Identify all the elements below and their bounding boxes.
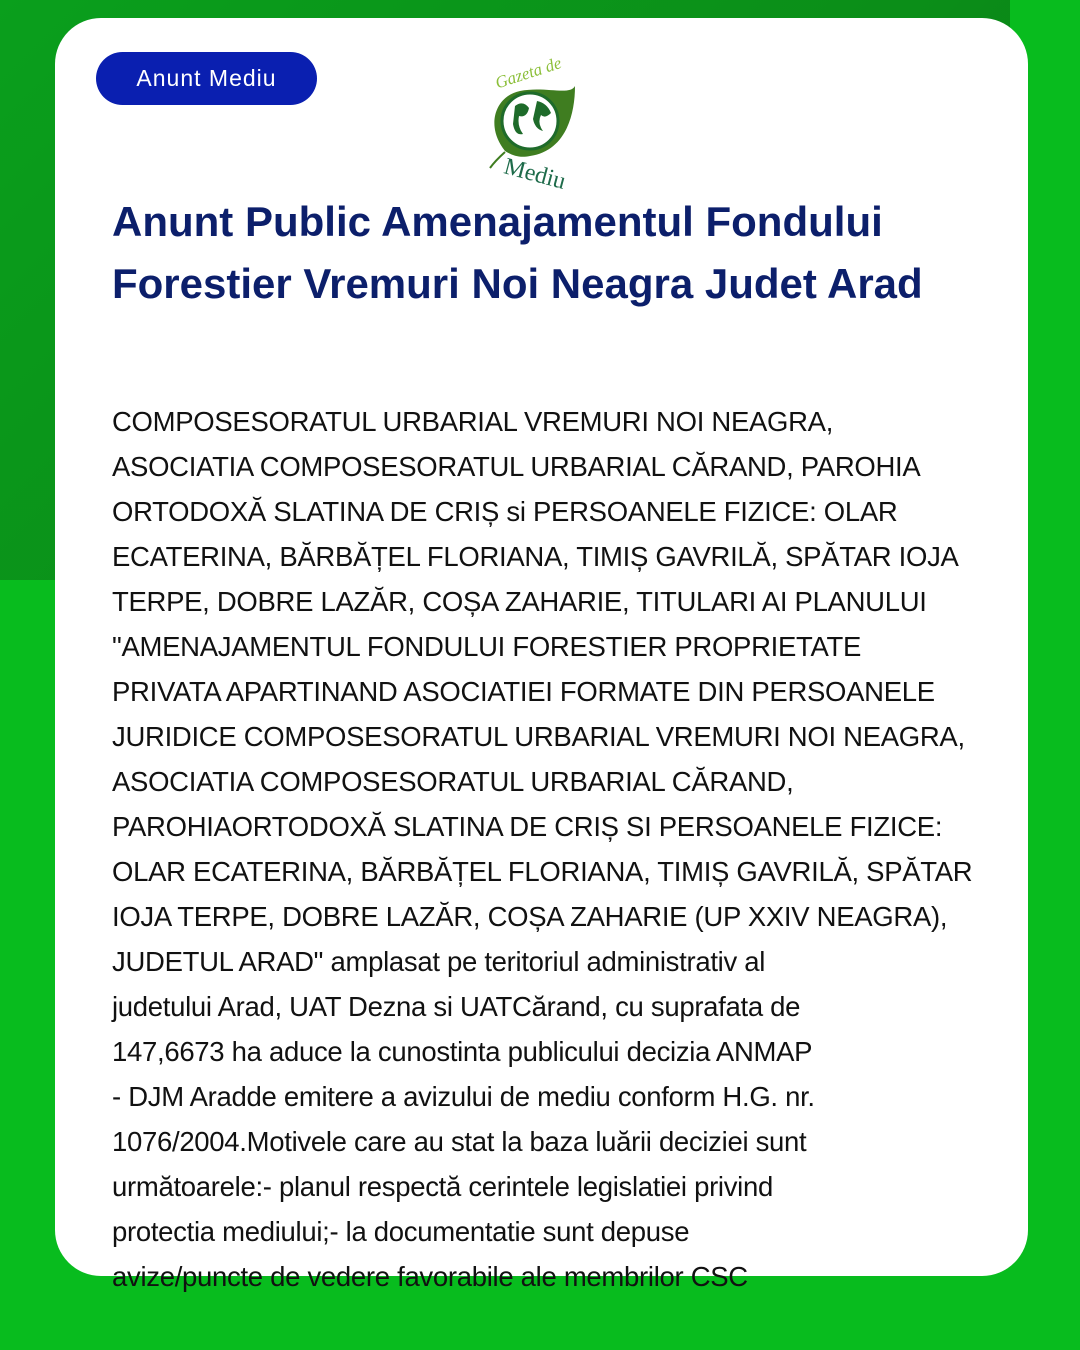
announcement-card xyxy=(55,18,1028,1292)
body-line: ECATERINA, BĂRBĂȚEL FLORIANA, TIMIȘ GAVRILĂ, SPĂTAR IOJA xyxy=(112,541,959,572)
body-line: TERPE, DOBRE LAZĂR, COȘA ZAHARIE, TITULARI AI PLANULUI xyxy=(112,586,927,617)
body-line: IOJA TERPE, DOBRE LAZĂR, COȘA ZAHARIE (UP XXIV NEAGRA), xyxy=(112,901,948,932)
body-line: 147,6673 ha aduce la cunostinta publicului decizia ANMAP xyxy=(112,1036,813,1067)
body-line: 1076/2004.Motivele care au stat la baza luării deciziei sunt xyxy=(112,1126,807,1157)
category-badge[interactable]: Anunt Mediu xyxy=(96,52,317,105)
body-line: următoarele:- planul respectă cerintele legislatiei privind xyxy=(112,1171,773,1202)
svg-text:Gazeta de: Gazeta de xyxy=(492,53,564,93)
body-line: - DJM Aradde emitere a avizului de mediu conform H.G. nr. xyxy=(112,1081,815,1112)
body-line: avize/puncte de vedere favorabile ale membrilor CSC xyxy=(112,1261,748,1292)
body-line: protectia mediului;- la documentatie sunt depuse xyxy=(112,1216,690,1247)
page-title: Anunt Public Amenajamentul Fondului Forestier Vremuri Noi Neagra Judet Arad xyxy=(112,198,923,307)
body-line: ORTODOXĂ SLATINA DE CRIȘ si PERSOANELE FIZICE: OLAR xyxy=(112,496,898,527)
body-line: "AMENAJAMENTUL FONDULUI FORESTIER PROPRIETATE xyxy=(112,631,862,662)
body-line: OLAR ECATERINA, BĂRBĂȚEL FLORIANA, TIMIȘ GAVRILĂ, SPĂTAR xyxy=(112,856,973,887)
body-line: COMPOSESORATUL URBARIAL VREMURI NOI NEAGRA, xyxy=(112,406,834,437)
gazeta-de-mediu-logo xyxy=(475,53,585,195)
announcement-body xyxy=(112,399,992,1299)
svg-text:Mediu: Mediu xyxy=(501,153,569,195)
body-line: ASOCIATIA COMPOSESORATUL URBARIAL CĂRAND, PAROHIA xyxy=(112,451,921,482)
body-line: ASOCIATIA COMPOSESORATUL URBARIAL CĂRAND, xyxy=(112,766,794,797)
body-line: PAROHIAORTODOXĂ SLATINA DE CRIȘ SI PERSOANELE FIZICE: xyxy=(112,811,943,842)
body-line: JUDETUL ARAD" amplasat pe teritoriul administrativ al xyxy=(112,946,766,977)
body-line: JURIDICE COMPOSESORATUL URBARIAL VREMURI NOI NEAGRA, xyxy=(112,721,965,752)
body-line: judetului Arad, UAT Dezna si UATCărand, cu suprafata de xyxy=(112,991,801,1022)
body-line: PRIVATA APARTINAND ASOCIATIEI FORMATE DIN PERSOANELE xyxy=(112,676,935,707)
